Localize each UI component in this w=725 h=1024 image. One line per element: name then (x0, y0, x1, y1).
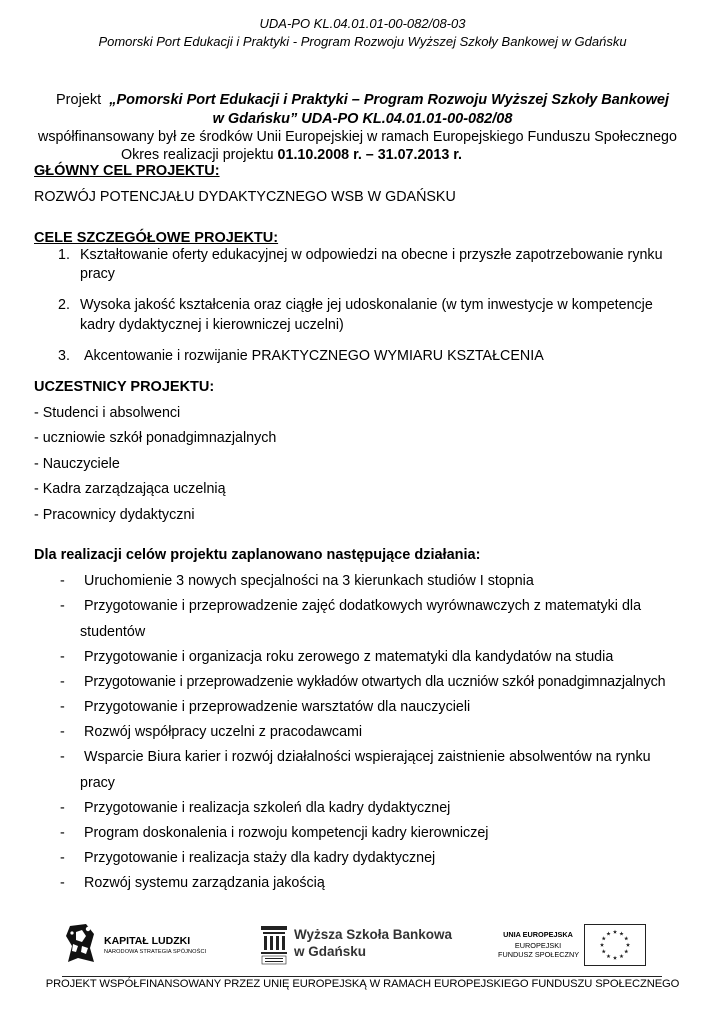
eu-logo (498, 922, 648, 968)
action-item: Uruchomienie 3 nowych specjalności na 3 kierunkach studiów I stopnia (84, 573, 534, 589)
participant-item: - Kadra zarządzająca uczelnią (34, 481, 226, 497)
main-goal-text: ROZWÓJ POTENCJAŁU DYDAKTYCZNEGO WSB W GDAŃSKU (34, 189, 456, 205)
action-item: Przygotowanie i przeprowadzenie wykładów otwartych dla uczniów szkół ponadgimnazjalnych (84, 674, 666, 690)
action-item: Rozwój systemu zarządzania jakością (84, 875, 325, 891)
action-item: Wsparcie Biura karier i rozwój działalności wspierającej zaistnienie absolwentów na rynku (84, 749, 651, 765)
list-bullet: - (60, 800, 65, 816)
action-item: Przygotowanie i realizacja staży dla kadry dydaktycznej (84, 850, 436, 866)
period-value: 01.10.2008 r. – 31.07.2013 r. (277, 147, 462, 163)
list-bullet: - (60, 598, 65, 614)
wsb-name-line2: w Gdańsku (294, 944, 367, 959)
action-item: Przygotowanie i przeprowadzenie warsztatów dla nauczycieli (84, 699, 471, 715)
list-bullet: - (60, 649, 65, 665)
project-prefix: Projekt (56, 92, 102, 108)
list-bullet: - (60, 573, 65, 589)
project-title-line1 (0, 92, 725, 108)
list-bullet: - (60, 825, 65, 841)
eu-line1: UNIA EUROPEJSKA (503, 930, 573, 939)
action-item: Przygotowanie i przeprowadzenie zajęć dodatkowych wyrównawczych z matematyki dla (84, 598, 642, 614)
participant-item: - Pracownicy dydaktyczni (34, 507, 195, 523)
action-item: Rozwój współpracy uczelni z pracodawcami (84, 724, 363, 740)
list-bullet: - (60, 699, 65, 715)
goal-item-line1: Wysoka jakość kształcenia oraz ciągłe jej udoskonalanie (w tym inwestycje w kompetencje (80, 297, 653, 313)
goal-number: 1. (58, 247, 70, 263)
actions-heading: Dla realizacji celów projektu zaplanowano następujące działania: (34, 547, 481, 563)
project-name-line1: „Pomorski Port Edukacji i Praktyki – Program Rozwoju Wyższej Szkoły Bankowej (109, 92, 669, 108)
participant-item: - uczniowie szkół ponadgimnazjalnych (34, 430, 277, 446)
footer-divider (62, 976, 662, 977)
list-bullet: - (60, 674, 65, 690)
action-item: Przygotowanie i realizacja szkoleń dla kadry dydaktycznej (84, 800, 451, 816)
eu-line3: FUNDUSZ SPOŁECZNY (498, 950, 580, 959)
period-label: Okres realizacji projektu (121, 147, 274, 163)
wsb-crest-icon (260, 924, 288, 966)
wsb-logo (260, 924, 460, 966)
header-project-name: Pomorski Port Edukacji i Praktyki - Program Rozwoju Wyższej Szkoły Bankowej w Gdańsku (98, 34, 627, 49)
goal-item-line1: Kształtowanie oferty edukacyjnej w odpowiedzi na obecne i przyszłe zapotrzebowanie rynku (80, 247, 663, 263)
wsb-name-line1: Wyższa Szkoła Bankowa (294, 927, 453, 942)
goal-item-line2: kadry dydaktycznej i kierowniczej uczelni) (80, 317, 344, 333)
goal-number: 2. (58, 297, 70, 313)
cofinanced-text: współfinansowany był ze środków Unii Europejskiej w ramach Europejskiego Funduszu Społecznego (38, 129, 677, 145)
list-bullet: - (60, 875, 65, 891)
footer-text: PROJEKT WSPÓŁFINANSOWANY PRZEZ UNIĘ EUROPEJSKĄ W RAMACH EUROPEJSKIEGO FUNDUSZU SPOŁECZNEGO (45, 978, 680, 990)
kapital-subtitle: NARODOWA STRATEGIA SPÓJNOŚCI (104, 949, 207, 955)
participants-heading: UCZESTNICY PROJEKTU: (34, 379, 215, 395)
action-item: Przygotowanie i organizacja roku zerowego z matematyki dla kandydatów na studia (84, 649, 614, 665)
goal-item-line2: pracy (80, 266, 115, 282)
project-period (121, 147, 462, 163)
kapital-ludzki-icon (64, 922, 98, 964)
eu-flag-icon (584, 924, 646, 966)
participant-item: - Nauczyciele (34, 456, 120, 472)
main-goal-heading: GŁÓWNY CEL PROJEKTU: (34, 163, 220, 179)
eu-line2: EUROPEJSKI (514, 941, 562, 950)
goal-item-line1: Akcentowanie i rozwijanie PRAKTYCZNEGO WYMIARU KSZTAŁCENIA (84, 348, 544, 364)
project-name-line2: w Gdańsku” UDA-PO KL.04.01.01-00-082/08 (212, 111, 513, 127)
list-bullet: - (60, 850, 65, 866)
detailed-goals-heading: CELE SZCZEGÓŁOWE PROJEKTU: (34, 230, 279, 246)
header-code: UDA-PO KL.04.01.01-00-082/08-03 (259, 16, 466, 31)
action-item-cont: studentów (80, 624, 146, 640)
list-bullet: - (60, 749, 65, 765)
kapital-ludzki-logo (64, 922, 214, 966)
kapital-title: KAPITAŁ LUDZKI (104, 935, 191, 947)
list-bullet: - (60, 724, 65, 740)
action-item-cont: pracy (80, 775, 115, 791)
action-item: Program doskonalenia i rozwoju kompetencji kadry kierowniczej (84, 825, 489, 841)
participant-item: - Studenci i absolwenci (34, 405, 181, 421)
goal-number: 3. (58, 348, 70, 364)
